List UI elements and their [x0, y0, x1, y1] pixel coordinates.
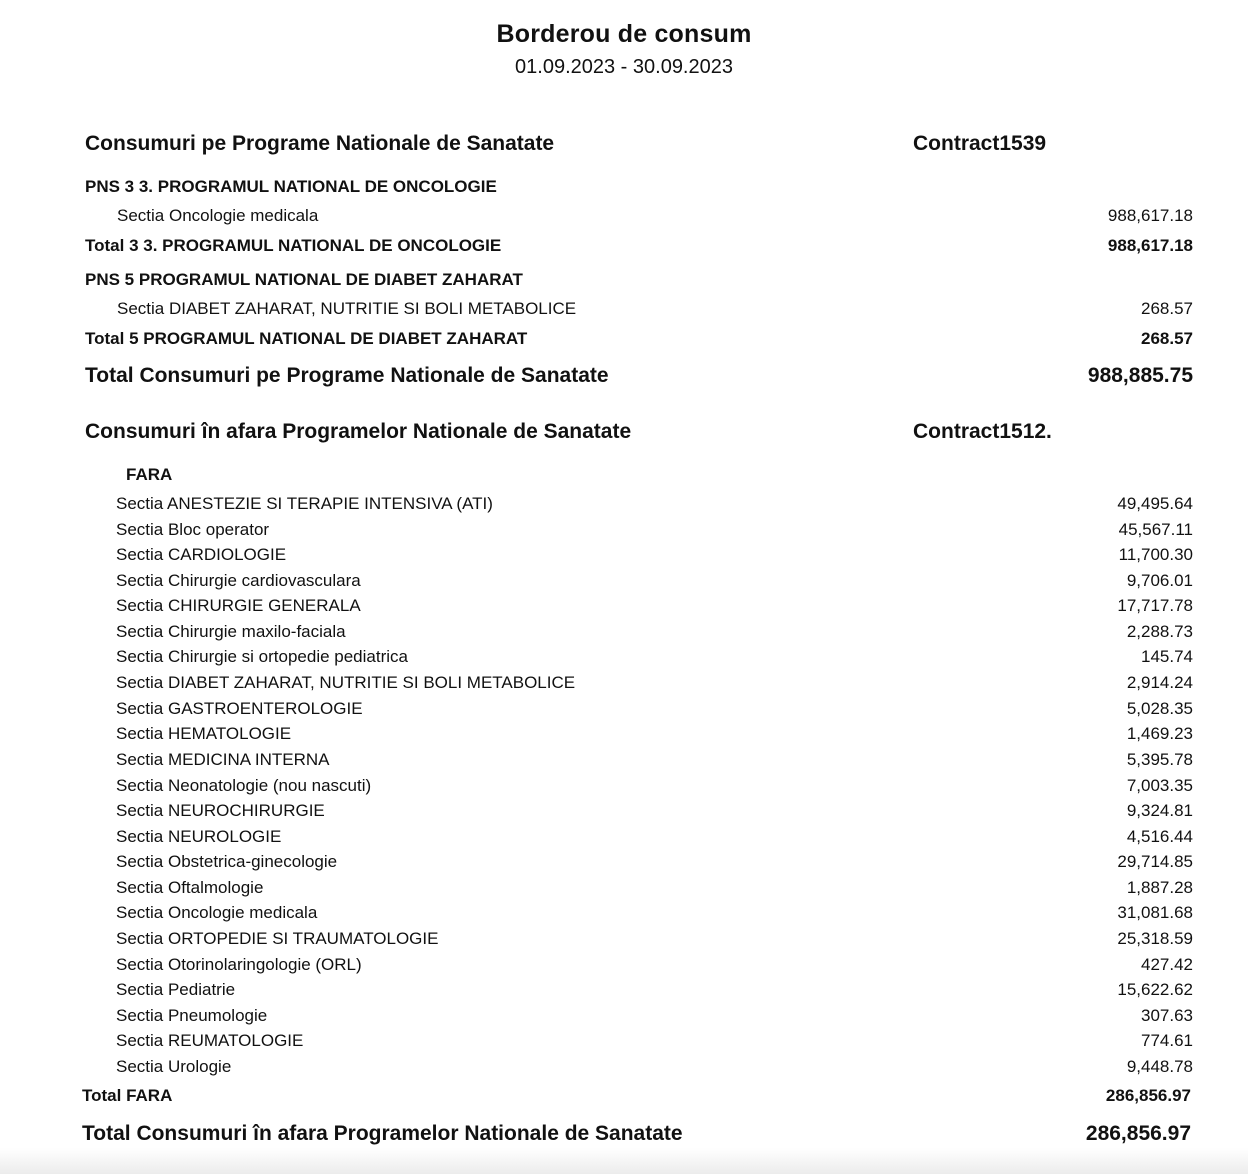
list-item: [0, 776, 1248, 802]
list-item-label: Sectia NEUROLOGIE: [116, 827, 282, 846]
pns2-total-row: [0, 329, 1248, 355]
list-item: [0, 545, 1248, 571]
section1-grand-total-value: 988,885.75: [1087, 364, 1193, 387]
list-item: [0, 647, 1248, 673]
section1-grand-total-label: Total Consumuri pe Programe Nationale de Sanatate: [85, 364, 609, 387]
list-item: [0, 750, 1248, 776]
list-item-value: 7,003.35: [1126, 776, 1193, 795]
section2-grand-total-value: 286,856.97: [1085, 1122, 1191, 1145]
list-item-label: Sectia Oftalmologie: [116, 878, 264, 897]
list-item: [0, 955, 1248, 981]
section1-grand-total-row: [0, 364, 1248, 390]
list-item-value: 17,717.78: [1117, 596, 1193, 615]
list-item: [0, 622, 1248, 648]
list-item: [0, 980, 1248, 1006]
report-header: [0, 20, 1248, 79]
list-item-value: 9,448.78: [1126, 1057, 1193, 1076]
report-title: Borderou de consum: [496, 20, 752, 48]
list-item: [0, 699, 1248, 725]
list-item-value: 4,516.44: [1126, 827, 1193, 846]
list-item-value: 145.74: [1141, 647, 1193, 666]
list-item-label: Sectia Neonatologie (nou nascuti): [116, 776, 372, 795]
list-item: [0, 852, 1248, 878]
pns1-total-value: 988,617.18: [1107, 236, 1193, 255]
list-item-label: Sectia CHIRURGIE GENERALA: [116, 596, 361, 615]
list-item-label: Sectia MEDICINA INTERNA: [116, 750, 330, 769]
list-item-label: Sectia NEUROCHIRURGIE: [116, 801, 325, 820]
list-item: [0, 801, 1248, 827]
pns1-item-row: [0, 206, 1248, 232]
pns2-heading: PNS 5 PROGRAMUL NATIONAL DE DIABET ZAHARAT: [85, 270, 523, 289]
list-item: [0, 494, 1248, 520]
pns1-heading: PNS 3 3. PROGRAMUL NATIONAL DE ONCOLOGIE: [85, 177, 497, 196]
list-item-label: Sectia Obstetrica-ginecologie: [116, 852, 338, 871]
list-item-label: Sectia HEMATOLOGIE: [116, 724, 292, 743]
list-item: [0, 929, 1248, 955]
list-item-value: 49,495.64: [1117, 494, 1193, 513]
pns1-item-value: 988,617.18: [1107, 206, 1193, 225]
list-item-label: Sectia ORTOPEDIE SI TRAUMATOLOGIE: [116, 929, 439, 948]
list-item-value: 9,706.01: [1126, 571, 1193, 590]
list-item-value: 29,714.85: [1117, 852, 1193, 871]
section1-contract: Contract1539: [913, 132, 1047, 155]
list-item-value: 1,887.28: [1126, 878, 1193, 897]
list-item-label: Sectia ANESTEZIE SI TERAPIE INTENSIVA (ATI): [116, 494, 493, 513]
list-item-value: 427.42: [1141, 955, 1193, 974]
list-item-value: 25,318.59: [1117, 929, 1193, 948]
list-item: [0, 1006, 1248, 1032]
list-item-value: 5,028.35: [1126, 699, 1193, 718]
section2-grand-total-row: [0, 1122, 1248, 1148]
list-item-label: Sectia Urologie: [116, 1057, 232, 1076]
list-item-label: Sectia REUMATOLOGIE: [116, 1031, 304, 1050]
list-item-label: Sectia GASTROENTEROLOGIE: [116, 699, 363, 718]
list-item-label: Sectia Bloc operator: [116, 520, 270, 539]
list-item: [0, 1031, 1248, 1057]
list-item-value: 5,395.78: [1126, 750, 1193, 769]
list-item-value: 15,622.62: [1117, 980, 1193, 999]
pns1-total-row: [0, 236, 1248, 262]
fara-total-value: 286,856.97: [1105, 1086, 1191, 1105]
list-item-label: Sectia Oncologie medicala: [116, 903, 318, 922]
pns2-item-value: 268.57: [1141, 299, 1193, 318]
fara-total-label: Total FARA: [82, 1086, 173, 1105]
list-item-label: Sectia Pneumologie: [116, 1006, 268, 1025]
list-item-value: 11,700.30: [1118, 545, 1193, 564]
list-item: [0, 878, 1248, 904]
pns1-total-label: Total 3 3. PROGRAMUL NATIONAL DE ONCOLOGIE: [85, 236, 502, 255]
list-item-label: Sectia Chirurgie si ortopedie pediatrica: [116, 647, 408, 666]
list-item: [0, 596, 1248, 622]
pns2-heading-row: [0, 270, 1248, 296]
list-item-label: Sectia Otorinolaringologie (ORL): [116, 955, 362, 974]
list-item: [0, 827, 1248, 853]
fara-total-row: [0, 1086, 1248, 1112]
list-item-label: Sectia CARDIOLOGIE: [116, 545, 287, 564]
fara-heading-row: [0, 465, 1248, 491]
pns2-total-value: 268.57: [1141, 329, 1193, 348]
list-item-label: Sectia Pediatrie: [116, 980, 236, 999]
list-item-value: 307.63: [1141, 1006, 1193, 1025]
list-item: [0, 903, 1248, 929]
section2-contract: Contract1512.: [913, 420, 1052, 443]
list-item: [0, 673, 1248, 699]
list-item-value: 9,324.81: [1126, 801, 1193, 820]
list-item-label: Sectia Chirurgie cardiovasculara: [116, 571, 361, 590]
report-period: 01.09.2023 - 30.09.2023: [515, 56, 733, 78]
list-item: [0, 520, 1248, 546]
pns2-item-label: Sectia DIABET ZAHARAT, NUTRITIE SI BOLI METABOLICE: [117, 299, 577, 318]
section2-title: Consumuri în afara Programelor Nationale de Sanatate: [85, 420, 632, 443]
pns2-total-label: Total 5 PROGRAMUL NATIONAL DE DIABET ZAHARAT: [85, 329, 528, 348]
list-item: [0, 571, 1248, 597]
page-bottom-edge: [0, 1148, 1248, 1174]
pns1-heading-row: [0, 177, 1248, 203]
list-item: [0, 724, 1248, 750]
pns2-item-row: [0, 299, 1248, 325]
list-item-value: 31,081.68: [1117, 903, 1193, 922]
pns1-item-label: Sectia Oncologie medicala: [117, 206, 319, 225]
section1-title: Consumuri pe Programe Nationale de Sanatate: [85, 132, 555, 155]
list-item-value: 2,288.73: [1126, 622, 1193, 641]
section1-header: [0, 132, 1248, 158]
list-item: [0, 1057, 1248, 1083]
list-item-value: 45,567.11: [1118, 520, 1193, 539]
section2-header: [0, 420, 1248, 446]
list-item-value: 774.61: [1141, 1031, 1193, 1050]
section2-grand-total-label: Total Consumuri în afara Programelor Nationale de Sanatate: [82, 1122, 683, 1145]
list-item-label: Sectia Chirurgie maxilo-faciala: [116, 622, 346, 641]
list-item-label: Sectia DIABET ZAHARAT, NUTRITIE SI BOLI METABOLICE: [116, 673, 576, 692]
list-item-value: 1,469.23: [1126, 724, 1193, 743]
list-item-value: 2,914.24: [1126, 673, 1193, 692]
fara-heading: FARA: [126, 465, 173, 484]
